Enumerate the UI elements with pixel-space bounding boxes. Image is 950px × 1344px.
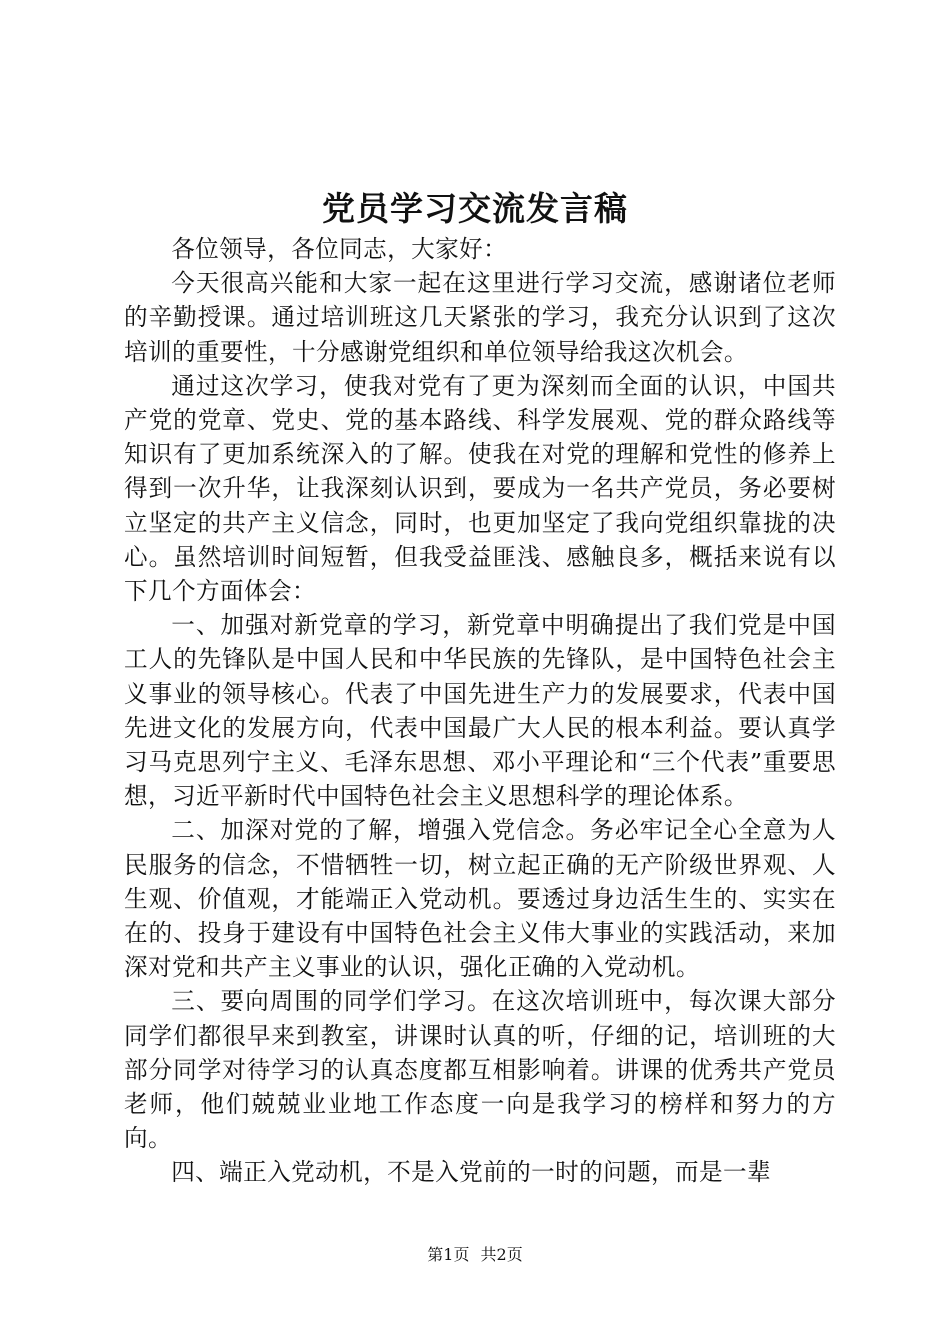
- document-body: [124, 232, 836, 1190]
- page-total: 共2页: [480, 1245, 523, 1264]
- body-paragraph: 通过这次学习，使我对党有了更为深刻而全面的认识，中国共产党的党章、党史、党的基本路线、科学发展观、党的群众路线等知识有了更加系统深入的了解。使我在对党的理解和党性的修养上得到一次升华，让我深刻认识到，要成为一名共产党员，务必要树立坚定的共产主义信念，同时，也更加坚定了我向党组织靠拢的决心。虽然培训时间短暂，但我受益匪浅、感触良多，概括来说有以下几个方面体会：: [124, 371, 836, 606]
- body-paragraph: 三、要向周围的同学们学习。在这次培训班中，每次课大部分同学们都很早来到教室，讲课时认真的听，仔细的记，培训班的大部分同学对待学习的认真态度都互相影响着。讲课的优秀共产党员老师，他们兢兢业业地工作态度一向是我学习的榜样和努力的方向。: [124, 987, 836, 1153]
- body-paragraph: 一、加强对新党章的学习，新党章中明确提出了我们党是中国工人的先锋队是中国人民和中华民族的先锋队，是中国特色社会主义事业的领导核心。代表了中国先进生产力的发展要求，代表中国先进文化的发展方向，代表中国最广大人民的根本利益。要认真学习马克思列宁主义、毛泽东思想、邓小平理论和“三个代表”重要思想，习近平新时代中国特色社会主义思想科学的理论体系。: [124, 611, 836, 811]
- page-footer: [0, 1244, 950, 1266]
- body-paragraph: 二、加深对党的了解，增强入党信念。务必牢记全心全意为人民服务的信念，不惜牺牲一切，树立起正确的无产阶级世界观、人生观、价值观，才能端正入党动机。要透过身边活生生的、实实在在的、投身于建设有中国特色社会主义伟大事业的实践活动，来加深对党和共产主义事业的认识，强化正确的入党动机。: [124, 816, 836, 982]
- body-paragraph: 四、端正入党动机，不是入党前的一时的问题，而是一辈: [171, 1158, 772, 1187]
- document-title: 党员学习交流发言稿: [322, 189, 628, 228]
- body-paragraph: 今天很高兴能和大家一起在这里进行学习交流，感谢诸位老师的辛勤授课。通过培训班这几天紧张的学习，我充分认识到了这次培训的重要性，十分感谢党组织和单位领导给我这次机会。: [124, 269, 836, 366]
- page-number: 第1页: [427, 1245, 470, 1264]
- greeting-paragraph: 各位领导，各位同志，大家好：: [171, 235, 508, 263]
